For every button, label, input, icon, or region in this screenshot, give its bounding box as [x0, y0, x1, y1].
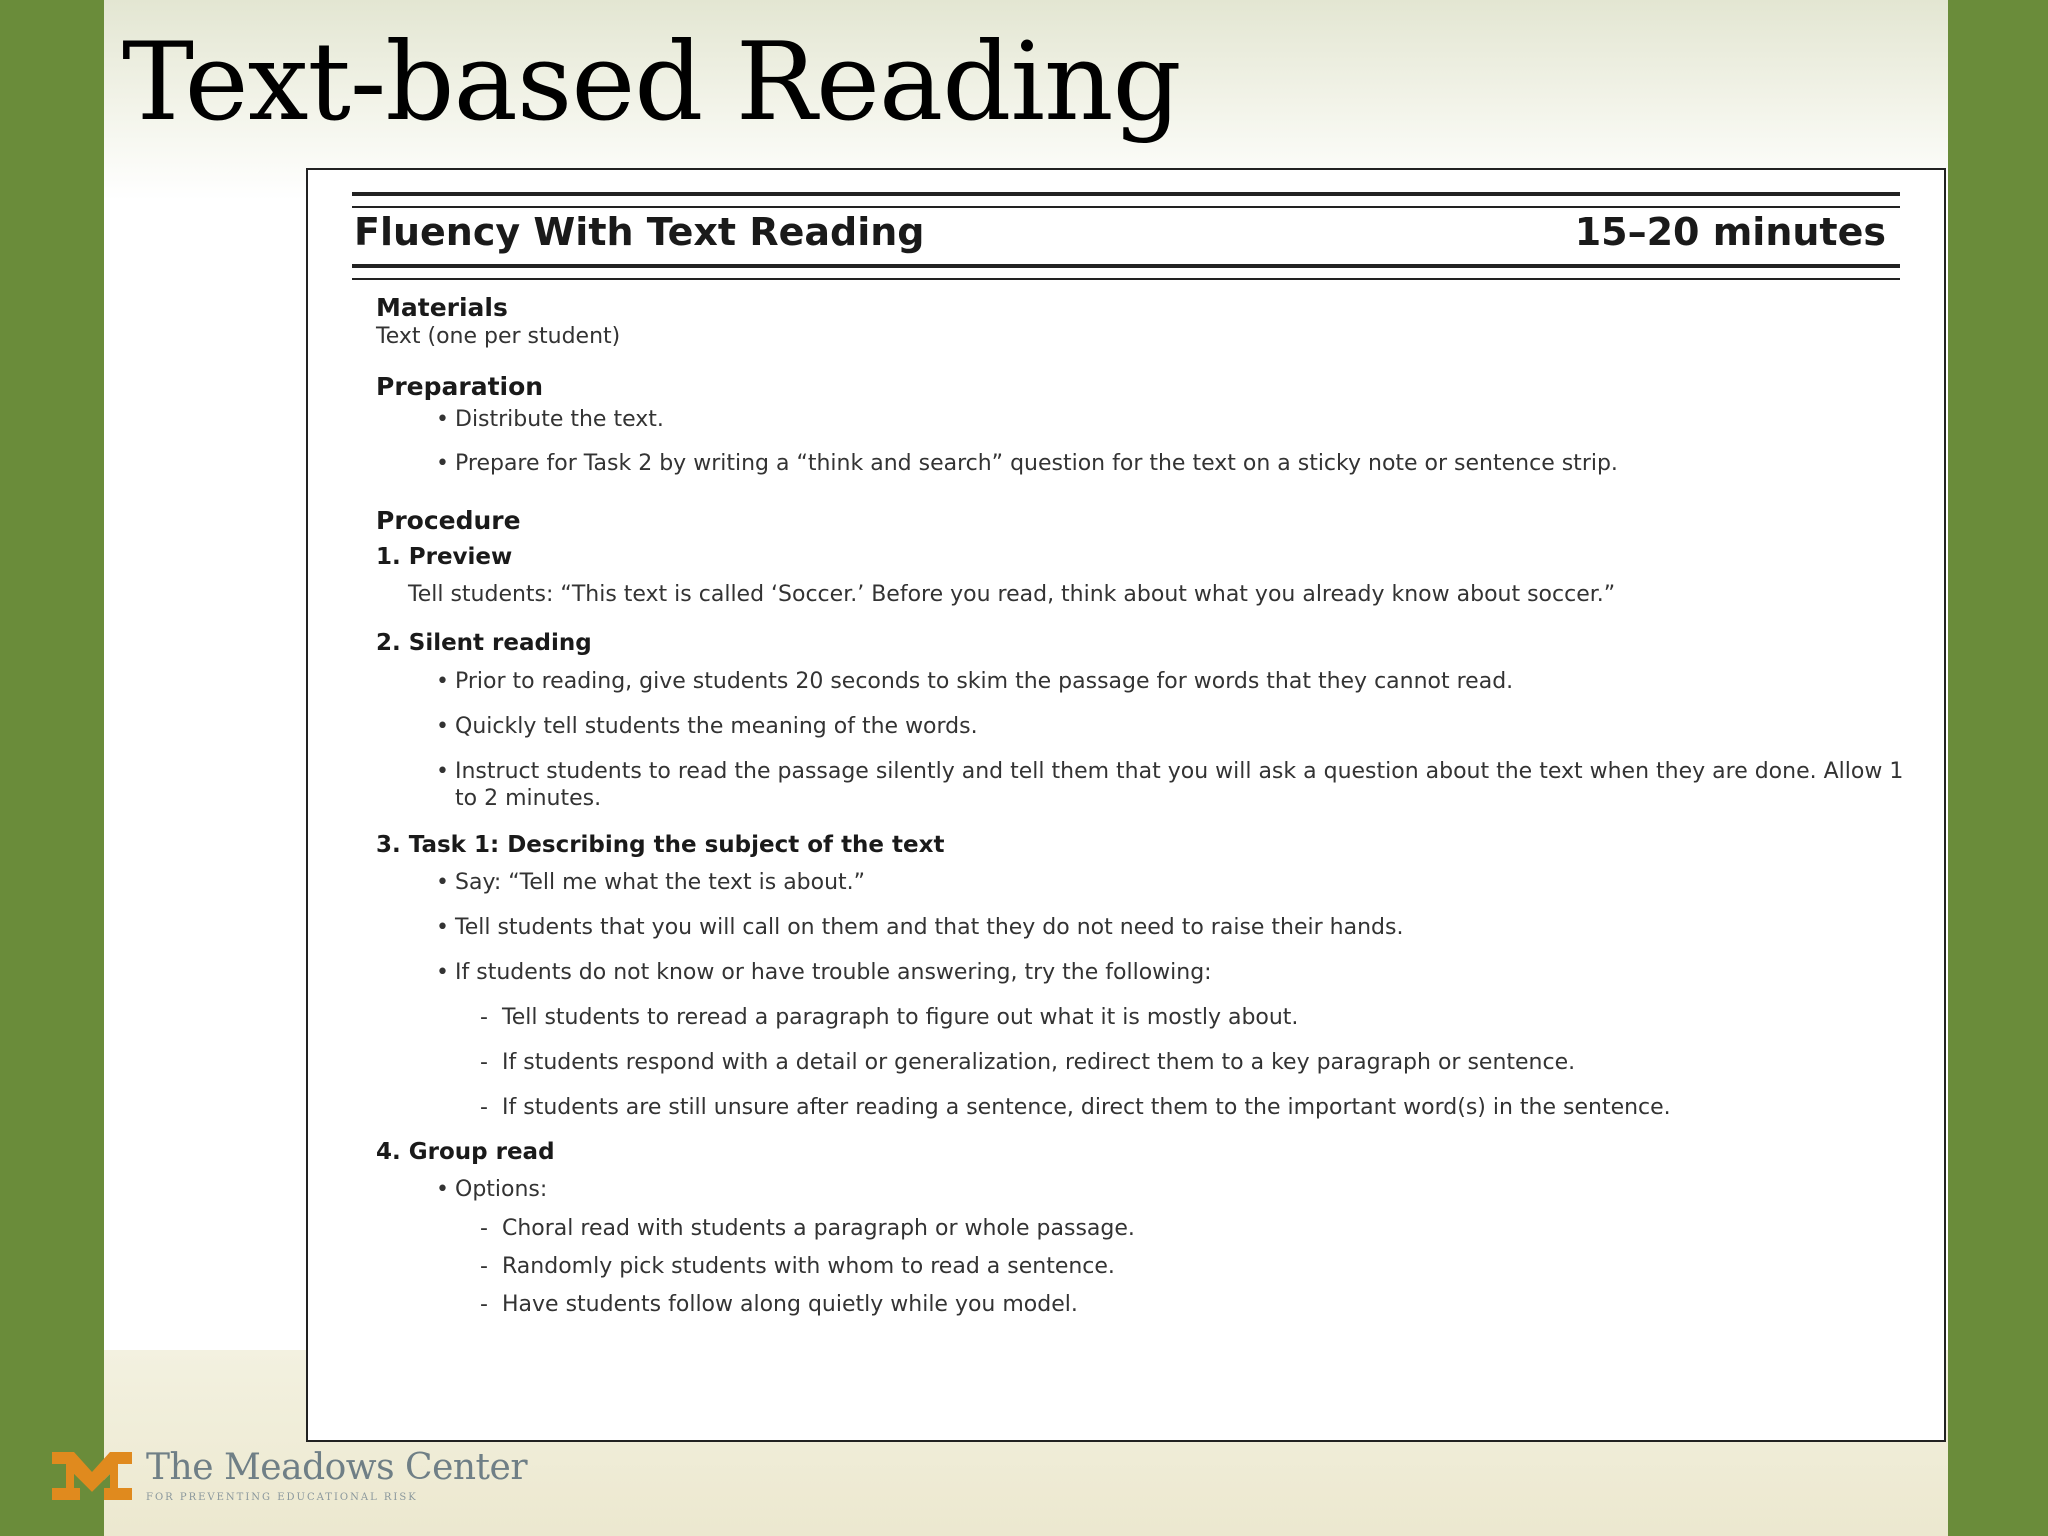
step-silent-reading [376, 630, 1904, 812]
step-preview [376, 544, 1904, 608]
list-item: • Say: “Tell me what the text is about.” [376, 869, 1904, 896]
step-group-read [376, 1139, 1904, 1318]
preparation-section [376, 373, 1904, 477]
step-list [376, 668, 1904, 812]
sublist-item: - Have students follow along quietly while you model. [376, 1291, 1904, 1318]
document-header [354, 210, 1886, 254]
sublist-item: - Choral read with students a paragraph or whole passage. [376, 1215, 1904, 1242]
procedure-section [376, 507, 1904, 1318]
step-title: 2. Silent reading [376, 630, 592, 656]
document-title: Fluency With Text Reading [354, 210, 925, 254]
list-item: • Quickly tell students the meaning of the words. [376, 713, 1904, 740]
step-title: 3. Task 1: Describing the subject of the text [376, 832, 945, 858]
list-item: • Instruct students to read the passage silently and tell them that you will ask a question about the text when they are done. Allow 1 to 2 minutes. [376, 758, 1904, 812]
step-sublist [376, 1004, 1904, 1121]
list-item: • If students do not know or have trouble answering, try the following: [376, 959, 1904, 986]
header-bottom-rule [352, 264, 1900, 280]
list-item: • Options: [376, 1176, 1904, 1203]
materials-heading: Materials [376, 293, 508, 322]
step-list [376, 1176, 1904, 1203]
step-task1 [376, 832, 1904, 1121]
step-title: 1. Preview [376, 544, 513, 570]
list-item: • Prior to reading, give students 20 seconds to skim the passage for words that they cannot read. [376, 668, 1904, 695]
step-title: 4. Group read [376, 1139, 555, 1165]
meadows-center-logo [52, 1448, 527, 1504]
list-item: • Tell students that you will call on them and that they do not need to raise their hands. [376, 914, 1904, 941]
document-image [306, 168, 1946, 1442]
logo-text [146, 1448, 527, 1503]
document-body [376, 294, 1904, 1318]
procedure-heading: Procedure [376, 506, 521, 535]
sublist-item: - If students respond with a detail or generalization, redirect them to a key paragraph or sentence. [376, 1049, 1904, 1076]
logo-m-icon [52, 1448, 132, 1504]
materials-section [376, 294, 1904, 350]
step-list [376, 869, 1904, 986]
step-text: Tell students: “This text is called ‘Soccer.’ Before you read, think about what you already know about soccer.” [408, 582, 1616, 607]
sublist-item: - Randomly pick students with whom to read a sentence. [376, 1253, 1904, 1280]
right-accent-bar [1948, 0, 2048, 1536]
slide-title: Text-based Reading [122, 20, 1181, 145]
header-top-rule [352, 192, 1900, 208]
left-accent-bar [0, 0, 104, 1536]
step-sublist [376, 1215, 1904, 1318]
preparation-heading: Preparation [376, 372, 544, 401]
logo-name: The Meadows Center [146, 1447, 528, 1488]
list-item: • Distribute the text. [376, 406, 1904, 433]
list-item: • Prepare for Task 2 by writing a “think and search” question for the text on a sticky note or sentence strip. [376, 450, 1904, 477]
sublist-item: - Tell students to reread a paragraph to figure out what it is mostly about. [376, 1004, 1904, 1031]
preparation-list [376, 406, 1904, 477]
sublist-item: - If students are still unsure after reading a sentence, direct them to the important word(s) in the sentence. [376, 1094, 1904, 1121]
logo-tagline: FOR PREVENTING EDUCATIONAL RISK [146, 1492, 418, 1503]
materials-text: Text (one per student) [376, 324, 621, 349]
document-duration: 15–20 minutes [1574, 210, 1886, 254]
